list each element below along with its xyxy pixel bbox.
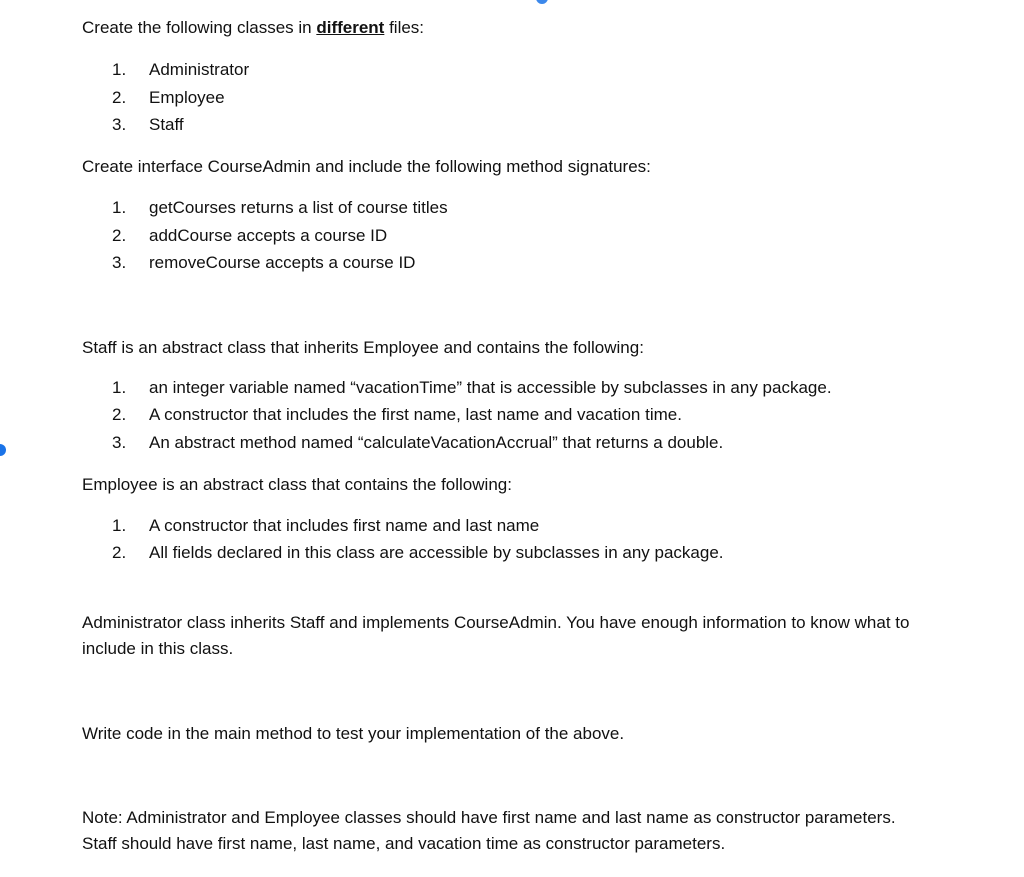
note-paragraph: Note: Administrator and Employee classes should have first name and last name as constructor parameters. Staff should have first name, last name, and vacation time as constructor parameters. — [82, 808, 896, 853]
list-text: All fields declared in this class are accessible by subclasses in any package. — [149, 543, 724, 562]
left-edge-marker — [0, 444, 6, 456]
list-item — [112, 251, 415, 275]
list-text: Employee — [149, 88, 225, 107]
list-number: 1. — [112, 378, 127, 397]
employee-heading: Employee is an abstract class that contains the following: — [82, 475, 512, 494]
list-text: Staff — [149, 115, 184, 134]
list-text: removeCourse accepts a course ID — [149, 253, 416, 272]
list-item — [112, 86, 225, 110]
list-text: A constructor that includes the first name, last name and vacation time. — [149, 405, 682, 424]
list-number: 2. — [112, 405, 127, 424]
list-number: 2. — [112, 543, 127, 562]
list-number: 3. — [112, 115, 127, 134]
list-item — [112, 431, 723, 455]
list-number: 1. — [112, 198, 127, 217]
list-text: an integer variable named “vacationTime” that is accessible by subclasses in any package. — [149, 378, 832, 397]
list-text: A constructor that includes first name and last name — [149, 516, 540, 535]
list-item — [112, 376, 832, 400]
administrator-paragraph: Administrator class inherits Staff and implements CourseAdmin. You have enough information to know what to include in this class. — [82, 613, 910, 658]
list-number: 2. — [112, 88, 127, 107]
list-number: 1. — [112, 516, 127, 535]
interface-heading: Create interface CourseAdmin and include the following method signatures: — [82, 157, 651, 176]
intro-paragraph — [82, 15, 424, 41]
intro-text-after: files: — [384, 18, 425, 37]
list-item — [112, 541, 724, 565]
list-item — [112, 514, 539, 538]
list-text: An abstract method named “calculateVacationAccrual” that returns a double. — [149, 433, 724, 452]
list-number: 3. — [112, 433, 127, 452]
list-number: 2. — [112, 226, 127, 245]
list-text: addCourse accepts a course ID — [149, 226, 388, 245]
main-method-paragraph: Write code in the main method to test your implementation of the above. — [82, 724, 625, 743]
list-number: 1. — [112, 60, 127, 79]
list-item — [112, 113, 184, 137]
staff-heading: Staff is an abstract class that inherits Employee and contains the following: — [82, 338, 644, 357]
list-number: 3. — [112, 253, 127, 272]
list-item — [112, 224, 387, 248]
list-item — [112, 58, 249, 82]
intro-text-before: Create the following classes in — [82, 18, 317, 37]
top-edge-marker — [536, 0, 548, 4]
list-item — [112, 196, 448, 220]
list-text: getCourses returns a list of course titles — [149, 198, 448, 217]
list-item — [112, 403, 682, 427]
intro-emphasis: different — [316, 18, 385, 37]
list-text: Administrator — [149, 60, 250, 79]
